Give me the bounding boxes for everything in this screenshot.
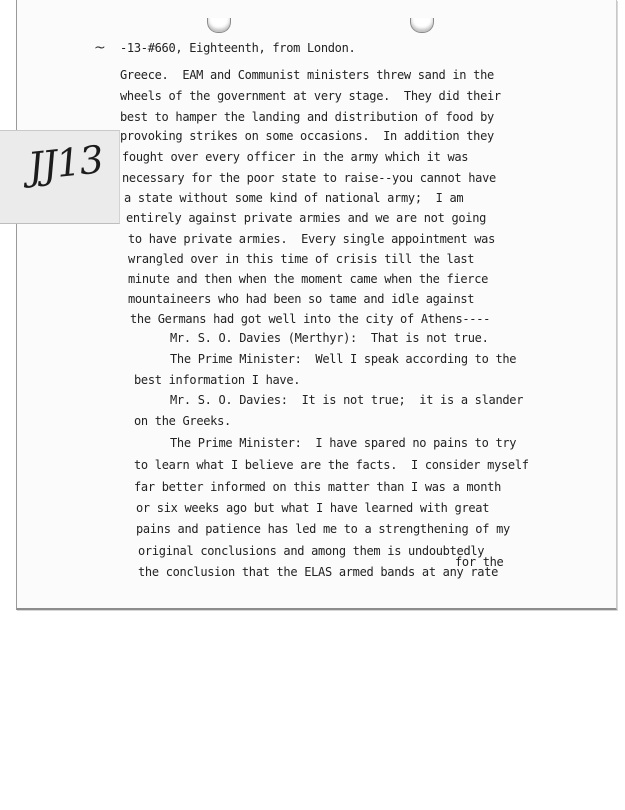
- text-line: entirely against private armies and we are not going: [126, 211, 487, 225]
- text-line: Mr. S. O. Davies: It is not true; it is a slander: [170, 393, 524, 407]
- text-line: Mr. S. O. Davies (Merthyr): That is not true.: [170, 331, 489, 345]
- catchword: for the: [455, 555, 504, 569]
- text-line: fought over every officer in the army which it was: [122, 150, 469, 164]
- text-line: best information I have.: [134, 373, 301, 387]
- text-line: minute and then when the moment came when the fierce: [128, 272, 489, 286]
- text-line: pains and patience has led me to a strengthening of my: [136, 522, 510, 536]
- text-line: The Prime Minister: I have spared no pains to try: [170, 436, 517, 450]
- handwritten-mark: JJ13: [25, 137, 105, 189]
- text-line: a state without some kind of national army; I am: [124, 191, 464, 205]
- stray-mark: ~: [94, 40, 106, 56]
- text-line: wrangled over in this time of crisis till the last: [128, 252, 475, 266]
- text-line: necessary for the poor state to raise--you cannot have: [122, 171, 496, 185]
- text-line: mountaineers who had been so tame and idle against: [128, 292, 475, 306]
- text-line: Greece. EAM and Communist ministers threw sand in the: [120, 68, 494, 82]
- text-line: wheels of the government at very stage. They did their: [120, 89, 501, 103]
- text-line: to learn what I believe are the facts. I consider myself: [134, 458, 529, 472]
- text-line: best to hamper the landing and distribution of food by: [120, 110, 494, 124]
- text-line: provoking strikes on some occasions. In addition they: [120, 129, 494, 143]
- text-line: or six weeks ago but what I have learned with great: [136, 501, 490, 515]
- text-line: far better informed on this matter than I was a month: [134, 480, 502, 494]
- text-line: The Prime Minister: Well I speak according to the: [170, 352, 517, 366]
- text-line: to have private armies. Every single appointment was: [128, 232, 496, 246]
- text-line: the Germans had got well into the city of Athens----: [130, 312, 491, 326]
- text-line: the conclusion that the ELAS armed bands at any rate: [138, 565, 499, 579]
- page-header: -13-#660, Eighteenth, from London.: [120, 41, 356, 55]
- text-line: on the Greeks.: [134, 414, 231, 428]
- text-line: original conclusions and among them is undoubtedly: [138, 544, 485, 558]
